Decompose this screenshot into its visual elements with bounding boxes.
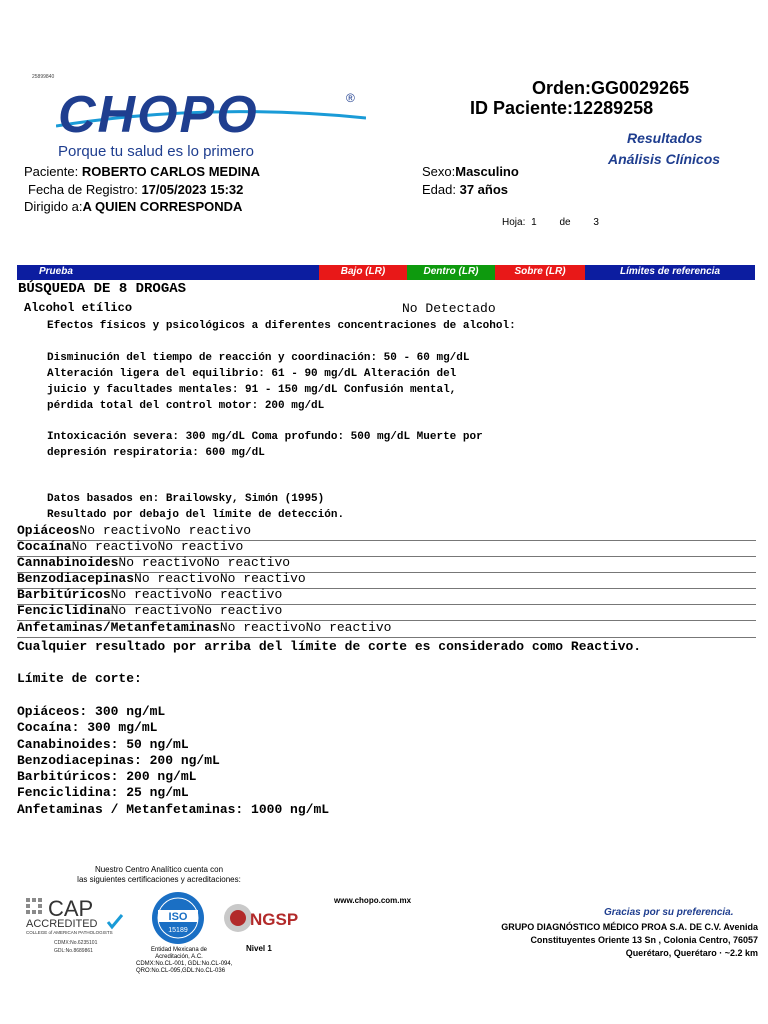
table-row: BarbitúricosNo reactivoNo reactivo [17, 588, 756, 605]
cutoff-statement: Cualquier resultado por arriba del límite de corte es considerado como Reactivo. [17, 639, 642, 654]
registration-date: Fecha de Registro: 17/05/2023 15:32 [28, 182, 244, 197]
patient-name: Paciente: ROBERTO CARLOS MEDINA [24, 164, 260, 179]
logo-text: CHOPO [58, 88, 259, 144]
alcohol-note-source: Datos basados en: Brailowsky, Simón (1995) Resultado por debajo del límite de detección. [47, 493, 345, 521]
cap-accredited-text: ACCREDITED [26, 918, 98, 930]
alcohol-note-intro: Efectos físicos y psicológicos a diferentes concentraciones de alcohol: [47, 320, 516, 332]
chopo-logo [56, 88, 366, 149]
tagline: Porque tu salud es lo primero [58, 143, 254, 160]
ema-caption: Entidad Mexicana de Acreditación, A.C. CDMX:No.CL-001, GDL:No.CL-094, QRO:No.CL-095,GDL:No.CL-036 [136, 947, 233, 974]
results-heading: Resultados [627, 130, 703, 146]
iso-number: 15189 [168, 927, 188, 934]
cutoff-title: Límite de corte: [17, 671, 142, 686]
sheet-indicator: Hoja: 1 de 3 [502, 217, 599, 228]
order-number: Orden:GG0029265 [532, 78, 690, 98]
cap-college-text: COLLEGE of AMERICAN PATHOLOGISTS [26, 930, 113, 935]
cap-text: CAP [48, 896, 94, 921]
alcohol-test-result: No Detectado [402, 301, 496, 316]
directed-to: Dirigido a:A QUIEN CORRESPONDA [24, 199, 243, 214]
column-high: Sobre (LR) [495, 265, 585, 280]
ngsp-level: Nivel 1 [246, 944, 272, 953]
patient-age: Edad: 37 años [422, 182, 509, 197]
address-line-1: GRUPO DIAGNÓSTICO MÉDICO PROA S.A. DE C.V. Avenida [501, 922, 758, 932]
table-row: OpiáceosNo reactivoNo reactivo [17, 524, 756, 541]
registered-mark: ® [346, 91, 355, 105]
column-reference-limits: Límites de referencia [585, 265, 755, 280]
cutoff-values: Opiáceos: 300 ng/mL Cocaína: 300 mg/mL Canabinoides: 50 ng/mL Benzodiacepinas: 200 ng/mL Barbitúricos: 200 ng/mL Fenciclidina: 25 ng/mL Anfetaminas / Metanfetaminas: 1000 ng/mL [17, 704, 330, 817]
table-row: FenciclidinaNo reactivoNo reactivo [17, 604, 756, 621]
patient-id: ID Paciente:12289258 [470, 98, 654, 118]
iso-text: ISO [168, 911, 188, 923]
results-subheading: Análisis Clínicos [608, 151, 721, 167]
alcohol-note-severe: Intoxicación severa: 300 mg/dL Coma profundo: 500 mg/dL Muerte por depresión respiratoria: 600 mg/dL [47, 431, 483, 459]
section-title: BÚSQUEDA DE 8 DROGAS [18, 281, 187, 297]
cap-cdmx-text: CDMX:No.6235101 [54, 940, 98, 946]
cap-gdl-text: GDL:No.8689861 [54, 948, 93, 954]
address-line-3: Querétaro, Querétaro · ~2.2 km [625, 948, 758, 958]
iso-15189-seal [146, 890, 210, 946]
cap-accredited-logo [24, 894, 136, 956]
table-row: BenzodiacepinasNo reactivoNo reactivo [17, 572, 756, 589]
column-within: Dentro (LR) [407, 265, 495, 280]
certifications-intro: Nuestro Centro Analítico cuenta con las siguientes certificaciones y acreditaciones: [77, 865, 241, 884]
thanks-message: Gracias por su preferencia. [604, 907, 734, 918]
table-row: Anfetaminas/MetanfetaminasNo reactivoNo reactivo [17, 621, 756, 638]
ngsp-text: NGSP [250, 910, 299, 929]
alcohol-test-name: Alcohol etílico [24, 301, 133, 315]
column-low: Bajo (LR) [319, 265, 407, 280]
ngsp-logo [220, 898, 302, 938]
column-test: Prueba [17, 265, 319, 280]
address-line-2: Constituyentes Oriente 13 Sn , Colonia Centro, 76057 [530, 935, 758, 945]
results-table-header [17, 265, 755, 280]
patient-sex: Sexo:Masculino [422, 164, 519, 179]
alcohol-note-effects: Disminución del tiempo de reacción y coordinación: 50 - 60 mg/dL Alteración ligera del equilibrio: 61 - 90 mg/dL Alteración del juicio y facultades mentales: 91 - 150 mg/dL Confusión mental, pérdida total del control motor: 200 mg/dL [47, 352, 470, 412]
website-link[interactable]: www.chopo.com.mx [334, 896, 412, 905]
table-row: CocaínaNo reactivoNo reactivo [17, 540, 756, 557]
document-code: 25899840 [32, 74, 55, 80]
table-row: CannabinoidesNo reactivoNo reactivo [17, 556, 756, 573]
